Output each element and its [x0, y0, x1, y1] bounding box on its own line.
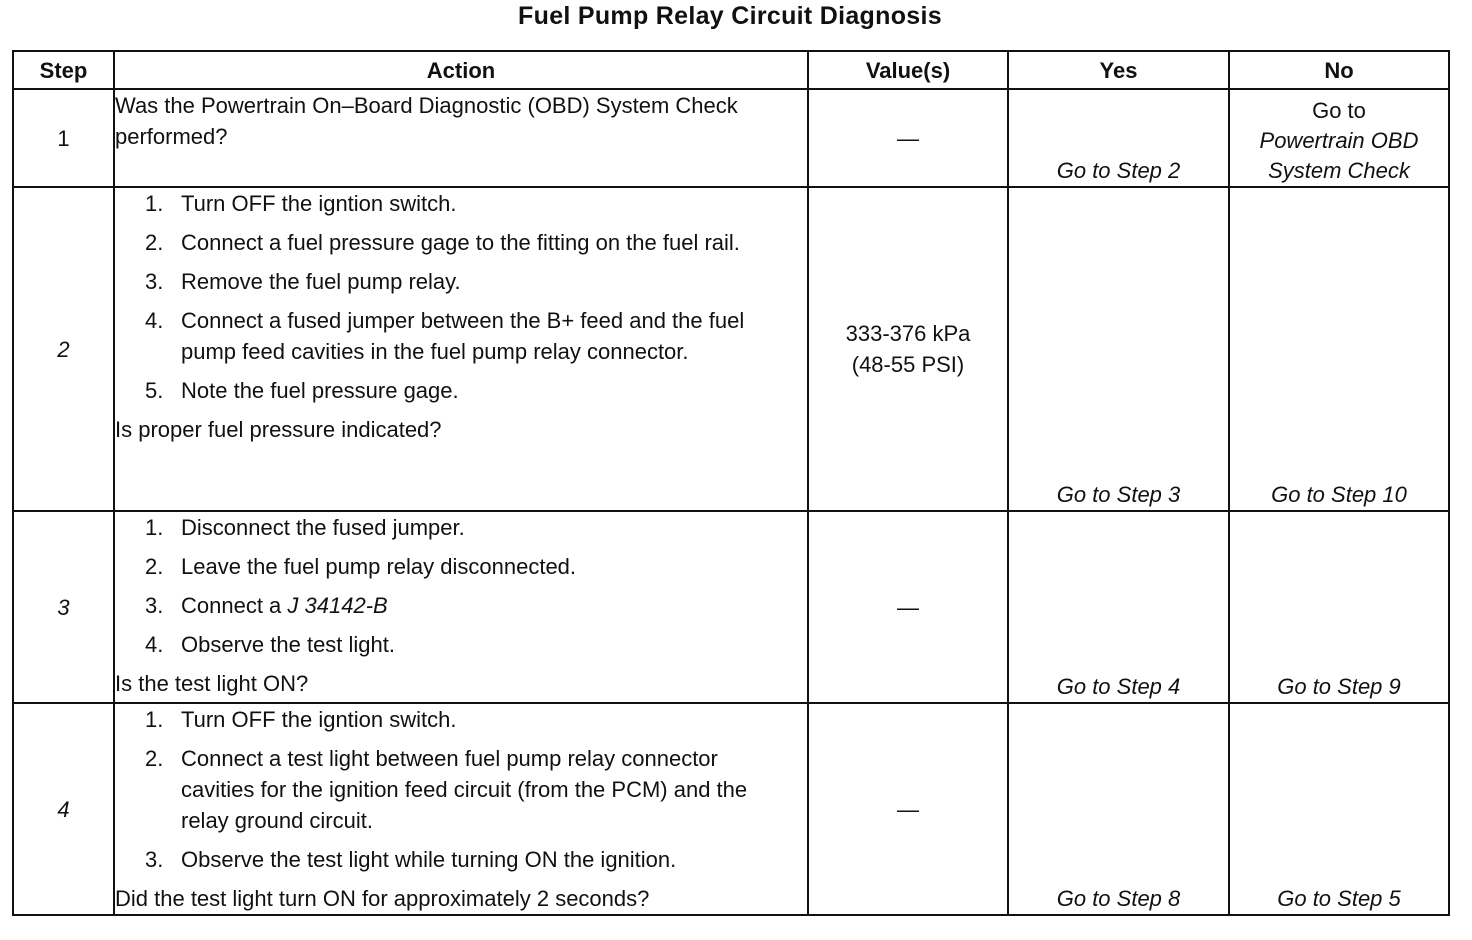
action-list	[115, 704, 807, 875]
page-title: Fuel Pump Relay Circuit Diagnosis	[518, 2, 942, 30]
step-number: 2	[13, 187, 114, 511]
action-item-text: Remove the fuel pump relay.	[181, 269, 461, 294]
action-item	[115, 704, 807, 735]
yes-cell: Go to Step 4	[1008, 511, 1229, 703]
action-item	[115, 188, 807, 219]
action-list	[115, 188, 807, 406]
value-cell: —	[808, 511, 1008, 703]
action-item	[115, 743, 807, 836]
action-item-text: Observe the test light while turning ON the ignition.	[181, 847, 677, 872]
action-item	[115, 227, 807, 258]
no-cell	[1229, 89, 1449, 187]
action-item	[115, 305, 807, 367]
value-line-2: (48-55 PSI)	[851, 352, 965, 377]
action-item-number: 2.	[145, 554, 164, 579]
step-number: 1	[13, 89, 114, 187]
action-item-number: 1.	[145, 707, 164, 732]
action-item-number: 5.	[145, 378, 164, 403]
action-item-text: Disconnect the fused jumper.	[181, 515, 465, 540]
action-item-number: 2.	[145, 230, 164, 255]
action-item-number: 2.	[145, 746, 164, 771]
value-cell: —	[808, 703, 1008, 915]
action-item	[115, 375, 807, 406]
action-item-text: Connect a fuel pressure gage to the fitting on the fuel rail.	[181, 230, 740, 255]
no-cell: Go to Step 9	[1229, 511, 1449, 703]
action-question: Is proper fuel pressure indicated?	[115, 417, 442, 442]
no-cell-line-1: Go to	[1312, 98, 1366, 123]
no-cell: Go to Step 5	[1229, 703, 1449, 915]
action-item-number: 3.	[145, 269, 164, 294]
yes-cell: Go to Step 8	[1008, 703, 1229, 915]
action-item	[115, 551, 807, 582]
action-item	[115, 590, 807, 621]
action-item	[115, 266, 807, 297]
value-line-1: 333-376 kPa	[845, 321, 971, 346]
action-item-text: Turn OFF the igntion switch.	[181, 707, 457, 732]
header-row	[13, 51, 1449, 89]
header-step: Step	[13, 51, 114, 89]
action-item-text: Observe the test light.	[181, 632, 395, 657]
header-no: No	[1229, 51, 1449, 89]
action-item-number: 1.	[145, 515, 164, 540]
action-cell	[114, 187, 808, 511]
action-item-number: 1.	[145, 191, 164, 216]
action-item-text: Connect a fused jumper between the B+ feed and the fuel pump feed cavities in the fuel pump relay connector.	[181, 308, 745, 364]
table-row-step-1	[13, 89, 1449, 187]
action-item-text: Connect a	[181, 593, 288, 618]
value-cell: —	[808, 89, 1008, 187]
action-question: Is the test light ON?	[115, 671, 309, 696]
value-cell	[808, 187, 1008, 511]
table-row-step-4	[13, 703, 1449, 915]
action-question: Was the Powertrain On–Board Diagnostic (OBD) System Check performed?	[115, 93, 738, 149]
action-item-text: Note the fuel pressure gage.	[181, 378, 459, 403]
action-item-text: Leave the fuel pump relay disconnected.	[181, 554, 577, 579]
action-question: Did the test light turn ON for approximately 2 seconds?	[115, 886, 650, 911]
yes-cell: Go to Step 3	[1008, 187, 1229, 511]
no-cell: Go to Step 10	[1229, 187, 1449, 511]
action-item	[115, 629, 807, 660]
action-item-number: 3.	[145, 593, 164, 618]
no-cell-line-2: Powertrain OBD	[1259, 128, 1419, 153]
action-item	[115, 512, 807, 543]
step-number: 3	[13, 511, 114, 703]
yes-cell: Go to Step 2	[1008, 89, 1229, 187]
tool-reference: J 34142-B	[287, 593, 388, 618]
table-row-step-3	[13, 511, 1449, 703]
table-row-step-2	[13, 187, 1449, 511]
header-values: Value(s)	[808, 51, 1008, 89]
action-item-number: 3.	[145, 847, 164, 872]
action-item-number: 4.	[145, 308, 164, 333]
header-yes: Yes	[1008, 51, 1229, 89]
action-item-text: Turn OFF the igntion switch.	[181, 191, 457, 216]
action-item-number: 4.	[145, 632, 164, 657]
no-cell-line-3: System Check	[1268, 158, 1410, 183]
action-cell	[114, 511, 808, 703]
step-number: 4	[13, 703, 114, 915]
action-item-text: Connect a test light between fuel pump relay connector cavities for the ignition feed circuit (from the PCM) and the relay ground circuit.	[181, 746, 748, 833]
diagnosis-table	[12, 50, 1450, 916]
action-cell	[114, 703, 808, 915]
action-cell	[114, 89, 808, 187]
header-action: Action	[114, 51, 808, 89]
action-list	[115, 512, 807, 660]
action-item	[115, 844, 807, 875]
